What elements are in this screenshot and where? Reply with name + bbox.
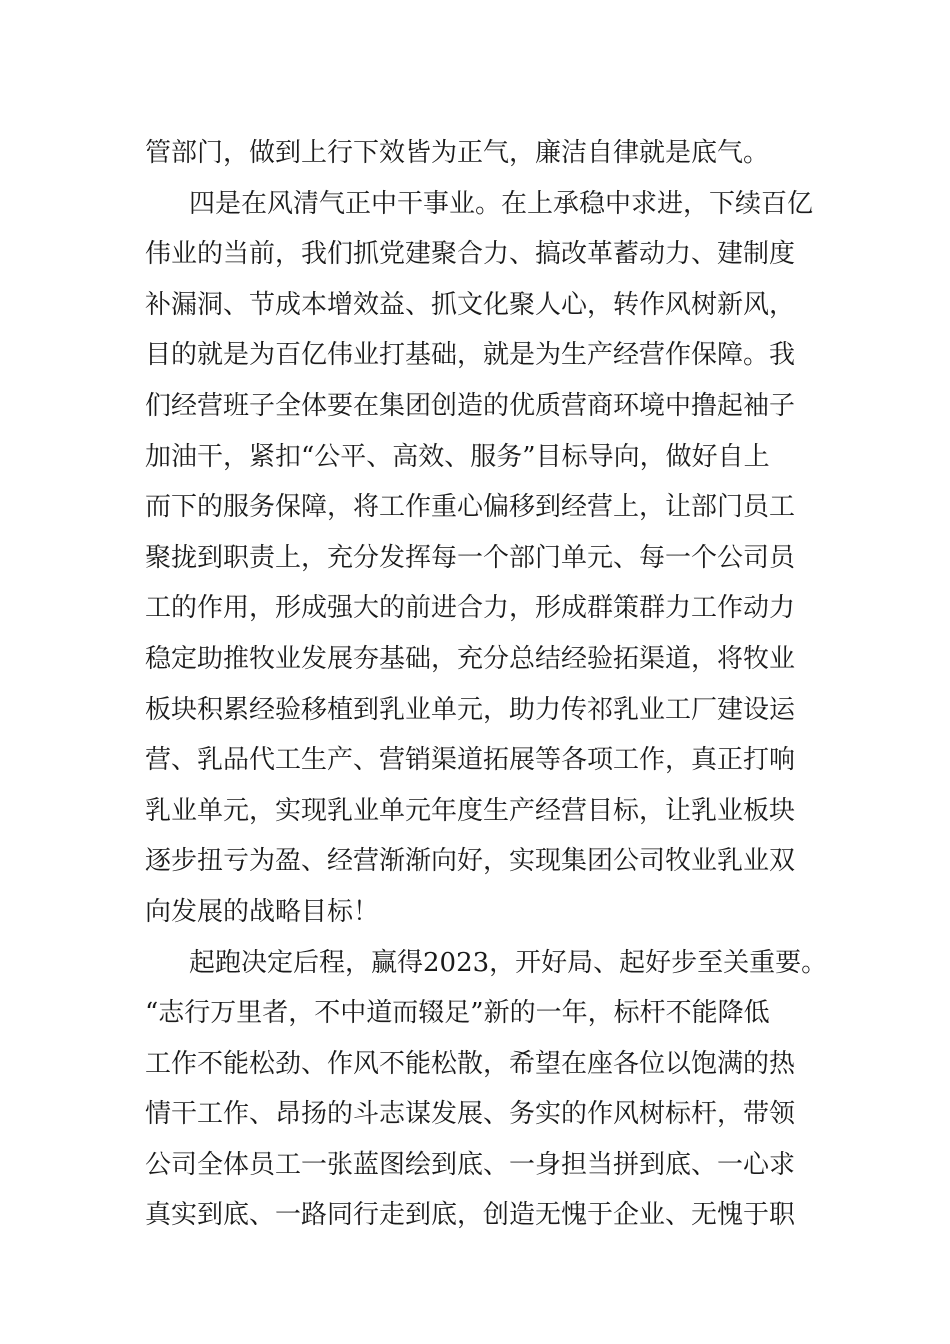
text-line: 管部门，做到上行下效皆为正气，廉洁自律就是底气。 xyxy=(145,138,770,168)
text-line: 真实到底、一路同行走到底，创造无愧于企业、无愧于职 xyxy=(145,1200,796,1231)
text-line: 工作不能松劲、作风不能松散，希望在座各位以饱满的热 xyxy=(145,1048,796,1079)
text-line: “志行万里者，不中道而辍足”新的一年，标杆不能降低 xyxy=(145,998,770,1029)
text-line: 逐步扭亏为盈、经营渐渐向好，实现集团公司牧业乳业双 xyxy=(145,846,796,877)
text-line: 补漏洞、节成本增效益、抓文化聚人心，转作风树新风， xyxy=(145,289,796,320)
text-line: 伟业的当前，我们抓党建聚合力、搞改革蓄动力、建制度 xyxy=(145,239,796,270)
text-line: 加油干，紧扣“公平、高效、服务”目标导向，做好自上 xyxy=(145,441,770,472)
text-line: 板块积累经验移植到乳业单元，助力传祁乳业工厂建设运 xyxy=(145,694,796,725)
paragraph-start-line: 四是在风清气正中干事业。在上承稳中求进，下续百亿 xyxy=(189,188,814,219)
paragraph-start-line: 起跑决定后程，赢得2023，开好局、起好步至关重要。 xyxy=(189,947,828,978)
text-line: 乳业单元，实现乳业单元年度生产经营目标，让乳业板块 xyxy=(145,795,796,826)
text-line: 目的就是为百亿伟业打基础，就是为生产经营作保障。我 xyxy=(145,340,796,371)
text-line: 情干工作、昂扬的斗志谋发展、务实的作风树标杆，带领 xyxy=(145,1099,796,1130)
text-line: 而下的服务保障，将工作重心偏移到经营上，让部门员工 xyxy=(145,492,796,523)
text-line: 聚拢到职责上，充分发挥每一个部门单元、每一个公司员 xyxy=(145,542,796,573)
text-line: 们经营班子全体要在集团创造的优质营商环境中撸起袖子 xyxy=(145,390,796,421)
text-line: 工的作用，形成强大的前进合力，形成群策群力工作动力 xyxy=(145,593,796,624)
text-line: 公司全体员工一张蓝图绘到底、一身担当拼到底、一心求 xyxy=(145,1149,796,1180)
text-line: 向发展的战略目标！ xyxy=(145,896,380,927)
body-text xyxy=(145,128,845,1241)
text-line: 稳定助推牧业发展夯基础，充分总结经验拓渠道，将牧业 xyxy=(145,643,796,674)
text-line: 营、乳品代工生产、营销渠道拓展等各项工作，真正打响 xyxy=(145,745,796,776)
